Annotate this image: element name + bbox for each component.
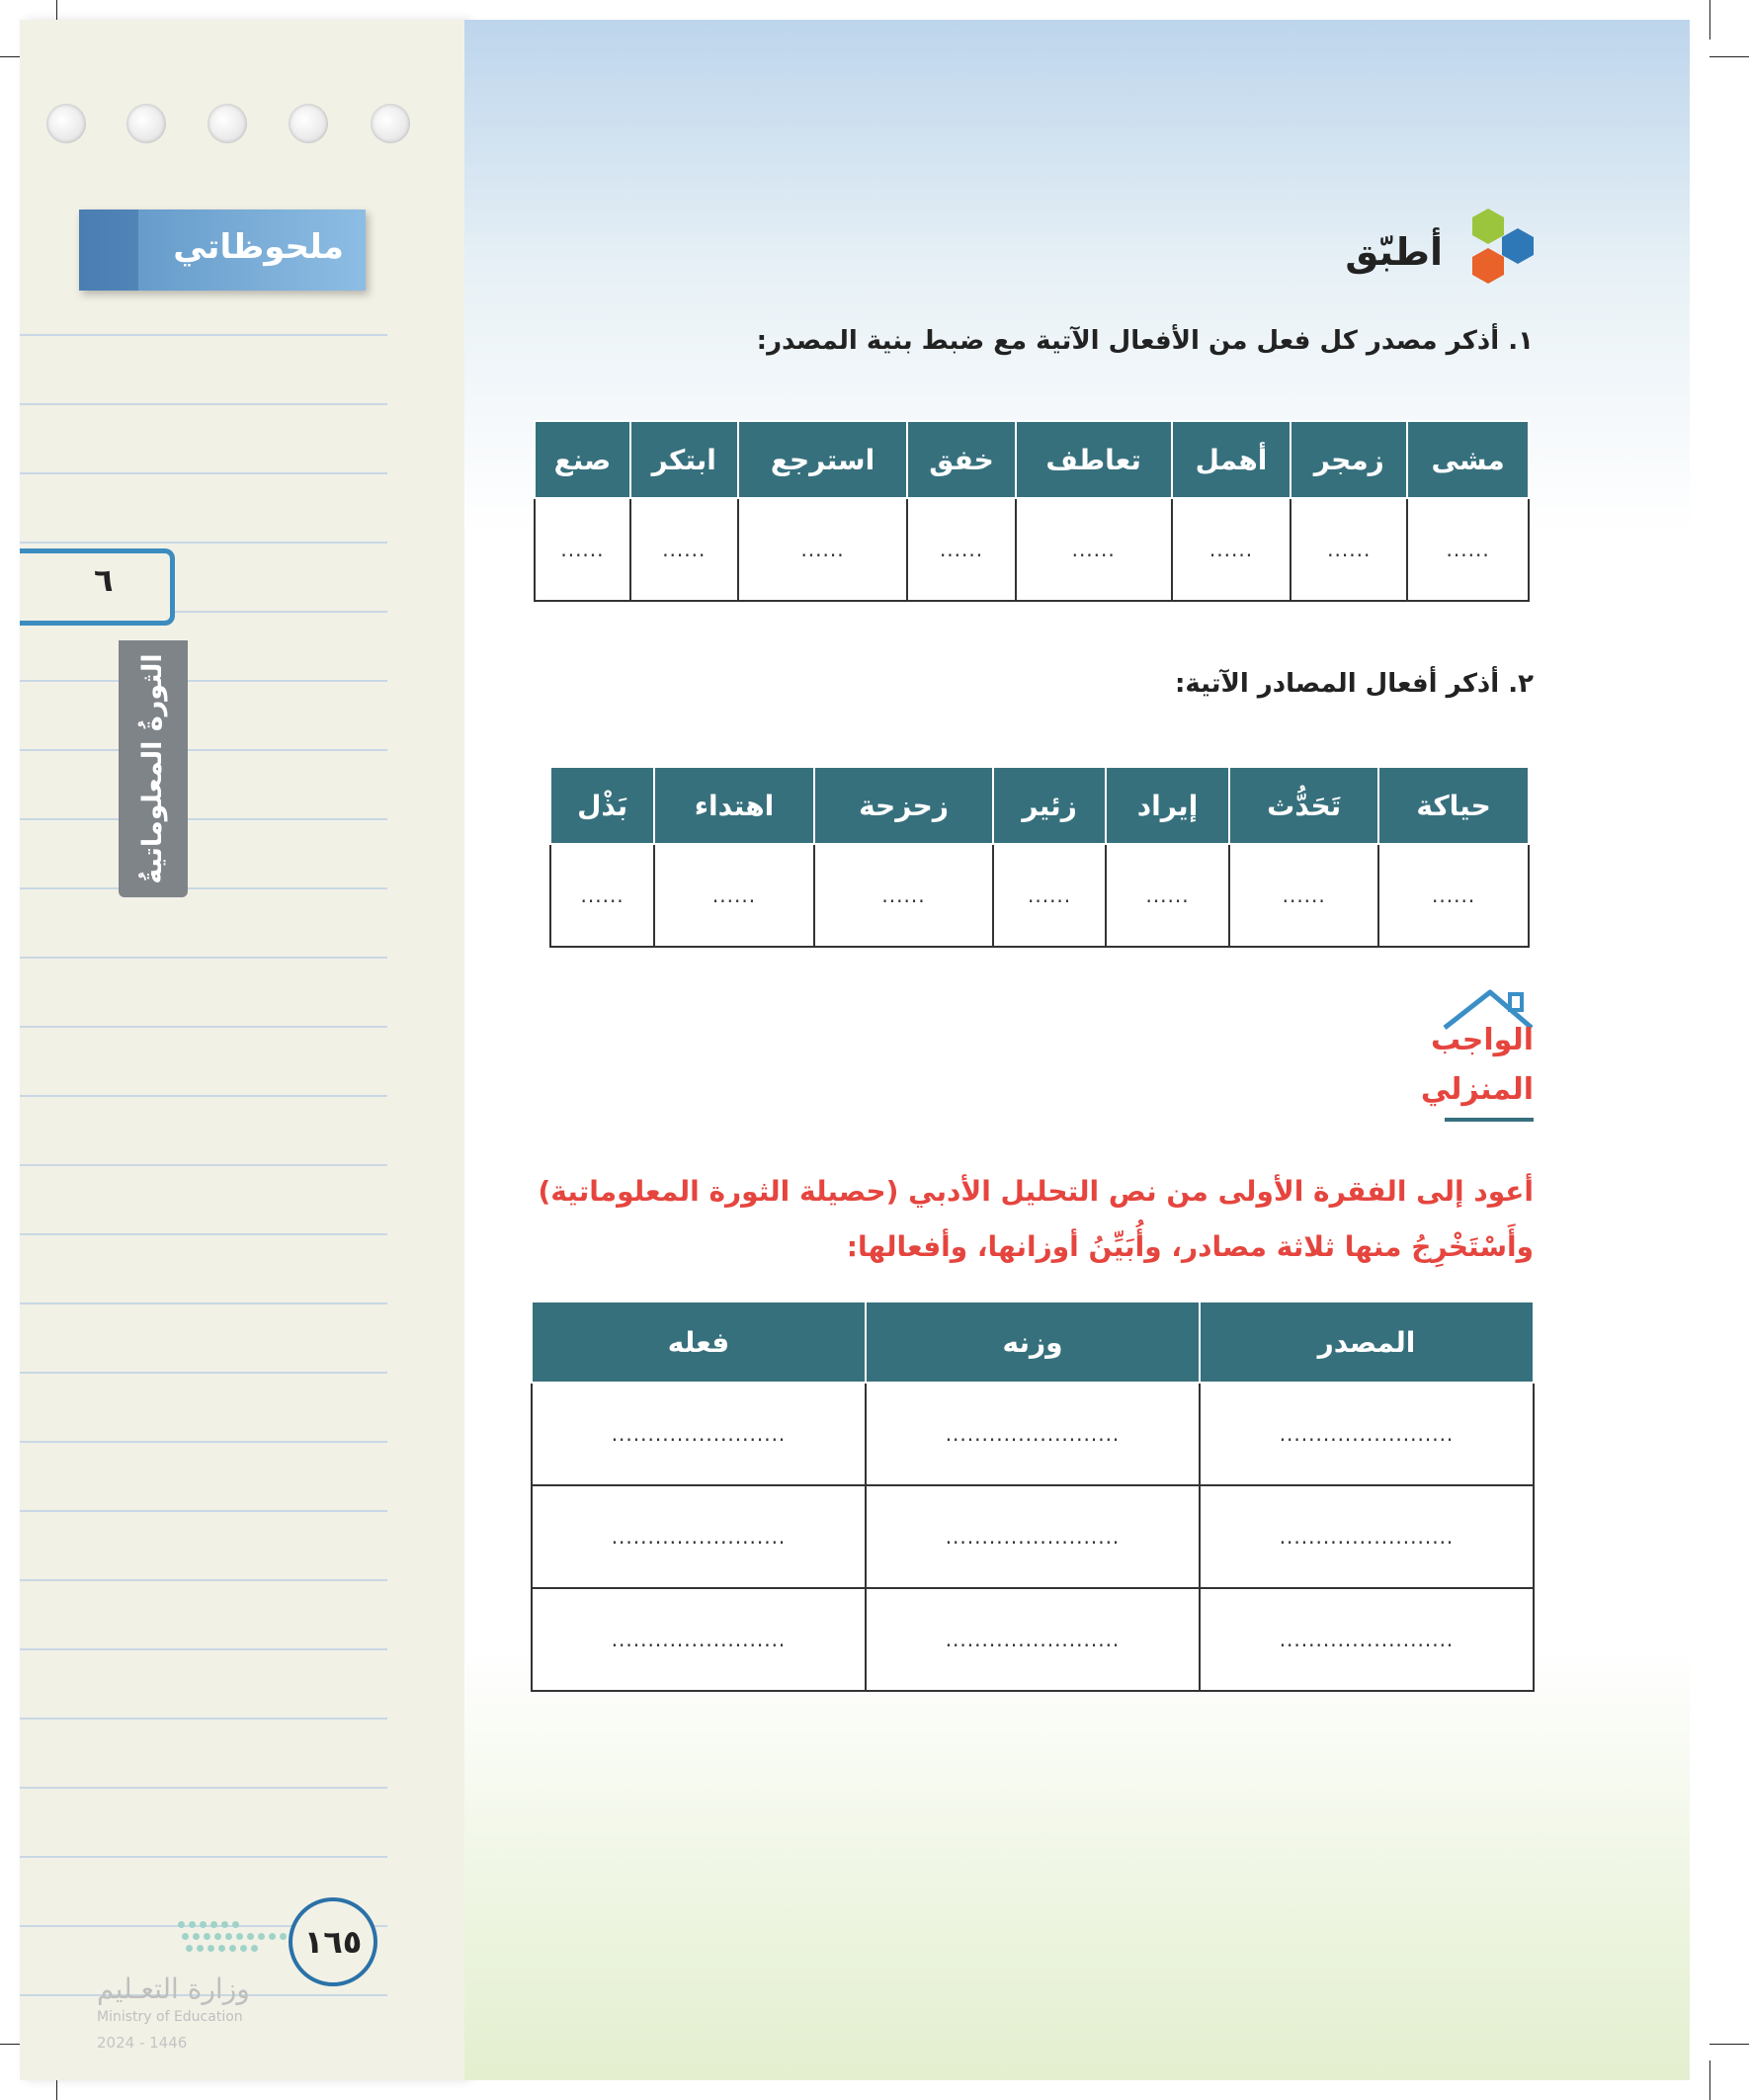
table-header-cell: فعله — [532, 1302, 866, 1383]
notebook-rule-line — [20, 1233, 387, 1235]
homework-underline — [1445, 1118, 1534, 1122]
answer-cell[interactable]: ........................ — [532, 1383, 866, 1485]
answer-cell[interactable]: ...... — [550, 844, 654, 947]
unit-tab — [119, 640, 188, 897]
table-header-cell: المصدر — [1200, 1302, 1534, 1383]
notebook-rule-line — [20, 1856, 387, 1858]
notebook-rule-line — [20, 1510, 387, 1512]
table-header-cell: زمجر — [1291, 421, 1407, 498]
notebook-rule-line — [20, 749, 387, 751]
notebook-rule-line — [20, 472, 387, 474]
logo-dot — [225, 1933, 232, 1940]
logo-dot — [269, 1933, 276, 1940]
binder-hole — [46, 104, 86, 143]
binder-hole — [208, 104, 247, 143]
logo-dot — [229, 1945, 236, 1952]
crop-mark — [1709, 56, 1749, 57]
answer-cell[interactable]: ...... — [1106, 844, 1229, 947]
ministry-name-arabic: وزارة التعـليم — [97, 1973, 250, 2005]
table-header-cell: مشى — [1407, 421, 1529, 498]
notebook-rule-line — [20, 1026, 387, 1028]
binder-hole — [289, 104, 328, 143]
answer-cell[interactable]: ........................ — [1200, 1383, 1534, 1485]
answer-cell[interactable]: ........................ — [532, 1588, 866, 1691]
answer-cell[interactable]: ........................ — [866, 1588, 1200, 1691]
notebook-rule-line — [20, 1441, 387, 1443]
logo-dot — [251, 1945, 258, 1952]
answer-cell[interactable]: ...... — [993, 844, 1106, 947]
notebook-rule-line — [20, 1372, 387, 1374]
notebook-rule-line — [20, 1302, 387, 1304]
answer-cell[interactable]: ...... — [907, 498, 1015, 601]
answer-cell[interactable]: ...... — [1229, 844, 1378, 947]
logo-dot — [240, 1945, 247, 1952]
notebook-rule-line — [20, 1718, 387, 1720]
unit-title: الثورةُ المعلوماتيةُ — [137, 653, 168, 884]
homework-instruction-line2: وأَسْتَخْرِجُ منها ثلاثة مصادر، وأُبَيِّنُ أوزانها، وأفعالها: — [846, 1230, 1534, 1263]
sources-table — [549, 766, 1530, 948]
answer-cell[interactable]: ...... — [1407, 498, 1529, 601]
logo-dot — [186, 1945, 193, 1952]
table-row — [532, 1485, 1534, 1588]
logo-dot — [193, 1933, 200, 1940]
homework-instruction-line1: أعود إلى الفقرة الأولى من نص التحليل الأدبي (حصيلة الثورة المعلوماتية) — [538, 1175, 1534, 1208]
answer-cell[interactable]: ...... — [1172, 498, 1291, 601]
table-row — [532, 1588, 1534, 1691]
ministry-year: 2024 - 1446 — [97, 2034, 188, 2052]
notebook-rule-line — [20, 818, 387, 820]
logo-dot — [189, 1921, 196, 1928]
ministry-name-english: Ministry of Education — [97, 2009, 243, 2025]
notebook-rule-line — [20, 334, 387, 336]
homework-table — [531, 1301, 1535, 1692]
notebook-rule-line — [20, 1579, 387, 1581]
logo-dot — [182, 1933, 189, 1940]
notes-sidebar — [20, 20, 464, 2080]
table-header-cell: تعاطف — [1016, 421, 1172, 498]
logo-dot — [218, 1945, 225, 1952]
unit-number-box — [20, 548, 175, 626]
answer-cell[interactable]: ........................ — [866, 1383, 1200, 1485]
answer-cell[interactable]: ........................ — [532, 1485, 866, 1588]
crop-mark — [1709, 0, 1710, 40]
homework-title — [1385, 1016, 1534, 1115]
answer-cell[interactable]: ...... — [654, 844, 814, 947]
notes-banner — [79, 210, 366, 291]
table-header-cell: صنع — [535, 421, 630, 498]
table-header-cell: وزنه — [866, 1302, 1200, 1383]
table-header-cell: حياكة — [1378, 767, 1529, 844]
notebook-rule-line — [20, 1648, 387, 1650]
table-header-cell: ابتكر — [630, 421, 738, 498]
answer-cell[interactable]: ...... — [1016, 498, 1172, 601]
notebook-rule-line — [20, 542, 387, 544]
logo-dot — [200, 1921, 207, 1928]
crop-mark — [1709, 2060, 1710, 2100]
logo-dot — [232, 1921, 239, 1928]
table-header-cell: بَذْل — [550, 767, 654, 844]
table-row — [532, 1383, 1534, 1485]
crop-mark — [1709, 2044, 1749, 2045]
logo-dot — [221, 1921, 228, 1928]
logo-dot — [214, 1933, 221, 1940]
homework-title-line2: المنزلي — [1420, 1072, 1534, 1107]
answer-cell[interactable]: ...... — [630, 498, 738, 601]
table-header-cell: تَحَدُّث — [1229, 767, 1378, 844]
logo-dot — [258, 1933, 265, 1940]
notebook-rule-line — [20, 887, 387, 889]
notebook-rule-line — [20, 403, 387, 405]
table-row — [535, 498, 1529, 601]
table-header-cell: استرجع — [738, 421, 908, 498]
binder-hole — [371, 104, 410, 143]
notebook-rule-line — [20, 957, 387, 959]
answer-cell[interactable]: ...... — [1291, 498, 1407, 601]
verbs-table — [534, 420, 1530, 602]
logo-dot — [247, 1933, 254, 1940]
notebook-rule-line — [20, 680, 387, 682]
logo-dot — [204, 1933, 210, 1940]
homework-title-line1: الواجب — [1430, 1023, 1534, 1057]
table-row — [550, 844, 1529, 947]
answer-cell[interactable]: ........................ — [866, 1485, 1200, 1588]
notebook-rule-line — [20, 1095, 387, 1097]
table-header-cell: إيراد — [1106, 767, 1229, 844]
table-header-row — [532, 1302, 1534, 1383]
logo-dot — [236, 1933, 243, 1940]
answer-cell[interactable]: ........................ — [1200, 1485, 1534, 1588]
answer-cell[interactable]: ...... — [535, 498, 630, 601]
logo-dot — [280, 1933, 287, 1940]
question-2: ٢. أذكر أفعال المصادر الآتية: — [1174, 669, 1534, 699]
notebook-rule-line — [20, 1164, 387, 1166]
page-number: ١٦٥ — [289, 1897, 377, 1986]
table-header-row — [535, 421, 1529, 498]
table-header-cell: زحزحة — [814, 767, 993, 844]
apply-section-title: أطبّق — [1345, 230, 1443, 274]
logo-dot — [197, 1945, 204, 1952]
homework-instruction — [516, 1164, 1534, 1275]
table-header-cell: اهتداء — [654, 767, 814, 844]
table-header-cell: أهمل — [1172, 421, 1291, 498]
table-header-cell: خفق — [907, 421, 1015, 498]
answer-cell[interactable]: ...... — [738, 498, 908, 601]
binder-hole — [126, 104, 166, 143]
ministry-logo-dots — [178, 1917, 287, 1957]
answer-cell[interactable]: ........................ — [1200, 1588, 1534, 1691]
logo-dot — [208, 1945, 214, 1952]
answer-cell[interactable]: ...... — [814, 844, 993, 947]
table-header-row — [550, 767, 1529, 844]
notes-title: ملحوظاتي — [173, 227, 344, 267]
logo-dot — [210, 1921, 217, 1928]
question-1: ١. أذكر مصدر كل فعل من الأفعال الآتية مع ضبط بنية المصدر: — [756, 326, 1534, 356]
answer-cell[interactable]: ...... — [1378, 844, 1529, 947]
logo-dot — [178, 1921, 185, 1928]
notebook-rule-line — [20, 1787, 387, 1789]
unit-number: ٦ — [94, 561, 114, 599]
table-header-cell: زئير — [993, 767, 1106, 844]
